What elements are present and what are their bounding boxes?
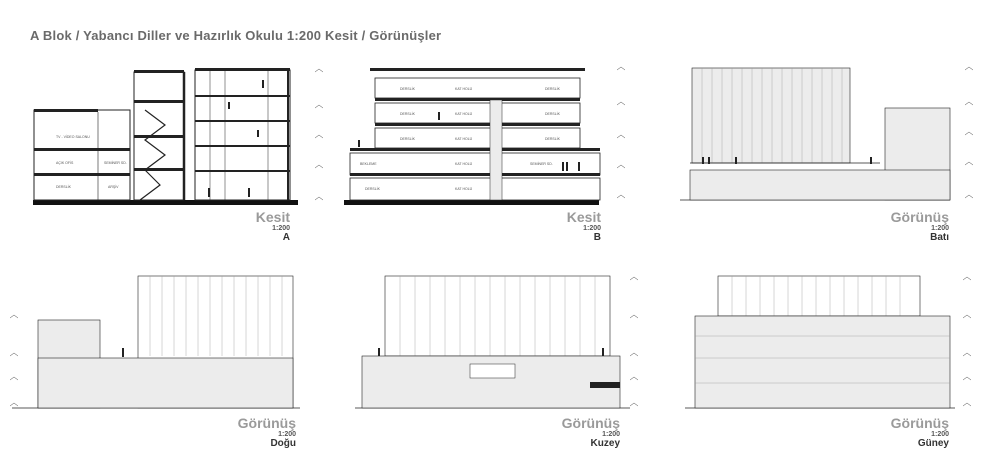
room-label-kat-holu-3: KAT HOLÜ (455, 137, 473, 141)
caption-elevation-kuzey (500, 416, 620, 449)
elevation-kuzey-drawing (340, 268, 650, 413)
room-label-derslik-b2: DERSLİK (545, 87, 560, 91)
elevation-bati-drawing (680, 60, 980, 210)
caption-scale: 1:200 (602, 431, 620, 438)
caption-name: B (593, 232, 601, 243)
caption-name: Kuzey (590, 438, 620, 449)
caption-scale: 1:200 (931, 225, 949, 232)
caption-type: Kesit (566, 209, 601, 225)
caption-type: Görünüş (890, 415, 949, 431)
caption-type: Görünüş (561, 415, 620, 431)
room-label-seminer-b: SEMİNER SD. (530, 162, 553, 166)
room-label-derslik-b6: DERSLİK (545, 137, 560, 141)
room-label-seminer: SEMİNER SD. (104, 161, 127, 165)
caption-elevation-guney (829, 416, 949, 449)
caption-type: Kesit (255, 209, 290, 225)
section-a-drawing (30, 60, 330, 210)
caption-name: Güney (917, 438, 949, 449)
room-label-derslik-b5: DERSLİK (400, 137, 415, 141)
caption-section-b (481, 210, 601, 243)
section-b-drawing (340, 60, 640, 210)
caption-scale: 1:200 (278, 431, 296, 438)
room-label-derslik-b1: DERSLİK (400, 87, 415, 91)
room-label-kat-holu-2: KAT HOLÜ (455, 112, 473, 116)
room-label-kat-holu-1: KAT HOLÜ (455, 87, 473, 91)
room-label-derslik-b7: DERSLİK (365, 187, 380, 191)
caption-type: Görünüş (890, 209, 949, 225)
caption-elevation-bati (829, 210, 949, 243)
caption-type: Görünüş (237, 415, 296, 431)
room-label-tv: TV - VİDEO SALONU (56, 135, 90, 139)
caption-section-a (170, 210, 290, 243)
elevation-dogu-drawing (0, 268, 320, 413)
caption-name: Doğu (270, 438, 296, 449)
caption-name: A (282, 232, 290, 243)
room-label-derslik-b4: DERSLİK (545, 112, 560, 116)
room-label-derslik-b3: DERSLİK (400, 112, 415, 116)
room-label-kat-holu-5: KAT HOLÜ (455, 187, 473, 191)
elevation-guney-drawing (680, 268, 980, 413)
room-label-derslik-a: DERSLİK (56, 185, 71, 189)
caption-elevation-dogu (176, 416, 296, 449)
page-title: A Blok / Yabancı Diller ve Hazırlık Okulu 1:200 Kesit / Görünüşler (30, 28, 442, 43)
caption-scale: 1:200 (583, 225, 601, 232)
room-label-arsiv: ARŞİV (108, 185, 119, 189)
room-label-kat-holu-4: KAT HOLÜ (455, 162, 473, 166)
room-label-acik-ofis: AÇIK OFİS (56, 161, 74, 165)
caption-scale: 1:200 (931, 431, 949, 438)
room-label-bekleme: BEKLEME (360, 162, 377, 166)
caption-name: Batı (930, 232, 949, 243)
caption-scale: 1:200 (272, 225, 290, 232)
